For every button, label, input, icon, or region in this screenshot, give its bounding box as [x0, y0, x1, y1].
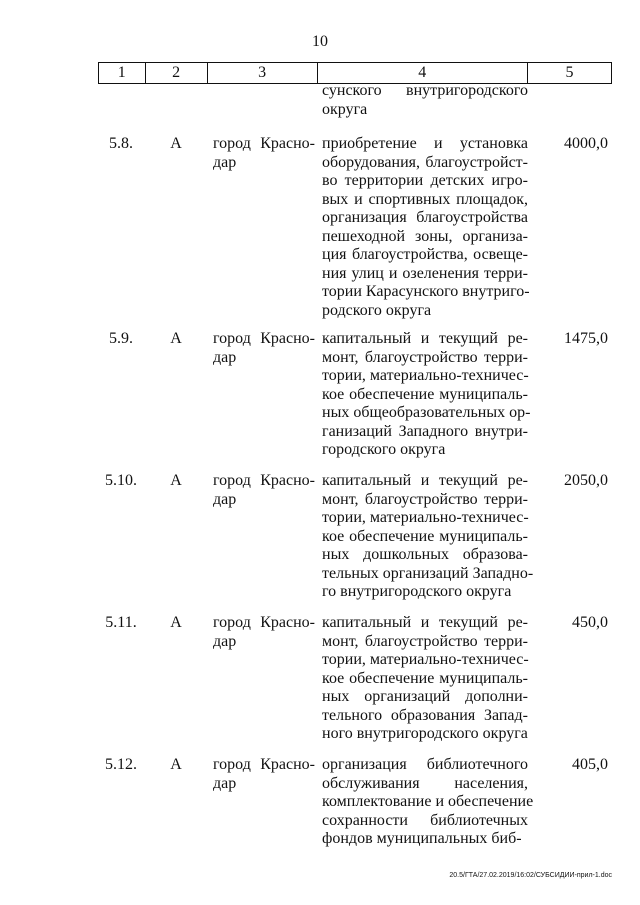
row-number: 5.9.: [109, 330, 133, 347]
row-category: А: [170, 756, 182, 773]
header-col-3: 3: [207, 63, 317, 84]
description-line: сохранности библиотечных: [322, 811, 528, 829]
row-category: А: [170, 135, 182, 152]
row-description: [322, 330, 531, 460]
description-line: организация библиотечного: [322, 756, 528, 773]
description-line: организация благоустройства: [322, 209, 528, 226]
city-word: Красно-: [260, 330, 315, 347]
description-line: капитальный и текущий ре-: [322, 472, 528, 489]
city-word: город: [213, 135, 251, 152]
description-line: вых и спортивных площадок,: [322, 190, 528, 208]
city-word: город: [213, 614, 251, 631]
city-word: город: [213, 472, 251, 489]
row-category: А: [170, 472, 182, 489]
description-line: тории, материально-техничес-: [322, 509, 529, 526]
description-line: пешеходной зоны, организа-: [322, 227, 528, 245]
description-line: ных общеобразовательных ор-: [322, 404, 531, 421]
city-word: дар: [213, 632, 237, 650]
description-line: ных дошкольных образова-: [322, 546, 528, 563]
row-number: 5.10.: [105, 472, 137, 489]
description-line: городского округа: [322, 441, 446, 458]
description-line: ных организаций дополни-: [322, 688, 528, 705]
city-word: Красно-: [260, 135, 315, 152]
row-description: [322, 135, 528, 320]
city-word: дар: [213, 153, 237, 171]
description-line: фондов муниципальных биб-: [322, 830, 522, 847]
description-line: капитальный и текущий ре-: [322, 614, 528, 631]
description-line: монт, благоустройство терри-: [322, 632, 528, 650]
row-number: 5.11.: [105, 614, 137, 631]
description-line: кое обеспечение муниципаль-: [322, 669, 528, 687]
header-col-1: 1: [99, 63, 146, 84]
row-city: [213, 756, 315, 793]
row-amount: 405,0: [572, 756, 608, 773]
continuation-line: сунского внутригородского: [322, 82, 528, 99]
row-amount: 4000,0: [564, 135, 608, 152]
city-word: Красно-: [260, 614, 315, 631]
row-number: 5.8.: [109, 135, 133, 152]
description-line: ного внутригородского округа: [322, 725, 528, 742]
row-description: [322, 472, 534, 602]
description-line: приобретение и установка: [322, 135, 528, 152]
description-line: оборудования, благоустройст-: [322, 153, 528, 171]
description-line: кое обеспечение муниципаль-: [322, 527, 528, 545]
header-col-2: 2: [145, 63, 207, 84]
description-line: тории, материально-техничес-: [322, 367, 529, 384]
city-word: дар: [213, 348, 237, 366]
row-amount: 1475,0: [564, 330, 608, 347]
row-city: [213, 330, 315, 367]
header-col-5: 5: [527, 63, 611, 84]
city-word: дар: [213, 774, 237, 792]
city-word: Красно-: [260, 472, 315, 489]
description-line: во территории детских игро-: [322, 172, 528, 189]
continuation-line: округа: [322, 100, 368, 118]
description-line: тории Карасунского внутриго-: [322, 283, 530, 300]
row-description: [322, 614, 528, 744]
description-line: комплектование и обеспечение: [322, 793, 534, 810]
city-word: город: [213, 330, 251, 347]
row-amount: 2050,0: [564, 472, 608, 489]
row-category: А: [170, 330, 182, 347]
row-city: [213, 614, 315, 651]
description-line: монт, благоустройство терри-: [322, 490, 528, 508]
description-line: родского округа: [322, 301, 432, 319]
row-number: 5.12.: [105, 756, 137, 773]
footer-file-path: 20.5/ГТА/27.02.2019/16:02/СУБСИДИИ-прил-1.doc: [449, 872, 612, 879]
row-category: А: [170, 614, 182, 631]
row-city: [213, 472, 315, 509]
row-city: [213, 135, 315, 172]
description-line: обслуживания населения,: [322, 774, 528, 792]
description-line: ция благоустройства, освеще-: [322, 246, 528, 263]
description-line: тельного образования Запад-: [322, 706, 528, 724]
city-word: город: [213, 756, 251, 773]
description-line: тельных организаций Западно-: [322, 564, 534, 582]
row-description: [322, 756, 534, 849]
header-col-4: 4: [317, 63, 527, 84]
city-word: дар: [213, 490, 237, 508]
table-header: [98, 62, 612, 84]
description-line: го внутригородского округа: [322, 583, 512, 600]
description-line: тории, материально-техничес-: [322, 651, 529, 668]
description-line: кое обеспечение муниципаль-: [322, 385, 528, 403]
city-word: Красно-: [260, 756, 315, 773]
description-line: ния улиц и озеленения терри-: [322, 264, 528, 282]
description-line: ганизаций Западного внутри-: [322, 422, 528, 440]
row-amount: 450,0: [572, 614, 608, 631]
page-number: 10: [312, 33, 328, 50]
description-line: монт, благоустройство терри-: [322, 348, 528, 366]
description-line: капитальный и текущий ре-: [322, 330, 528, 347]
